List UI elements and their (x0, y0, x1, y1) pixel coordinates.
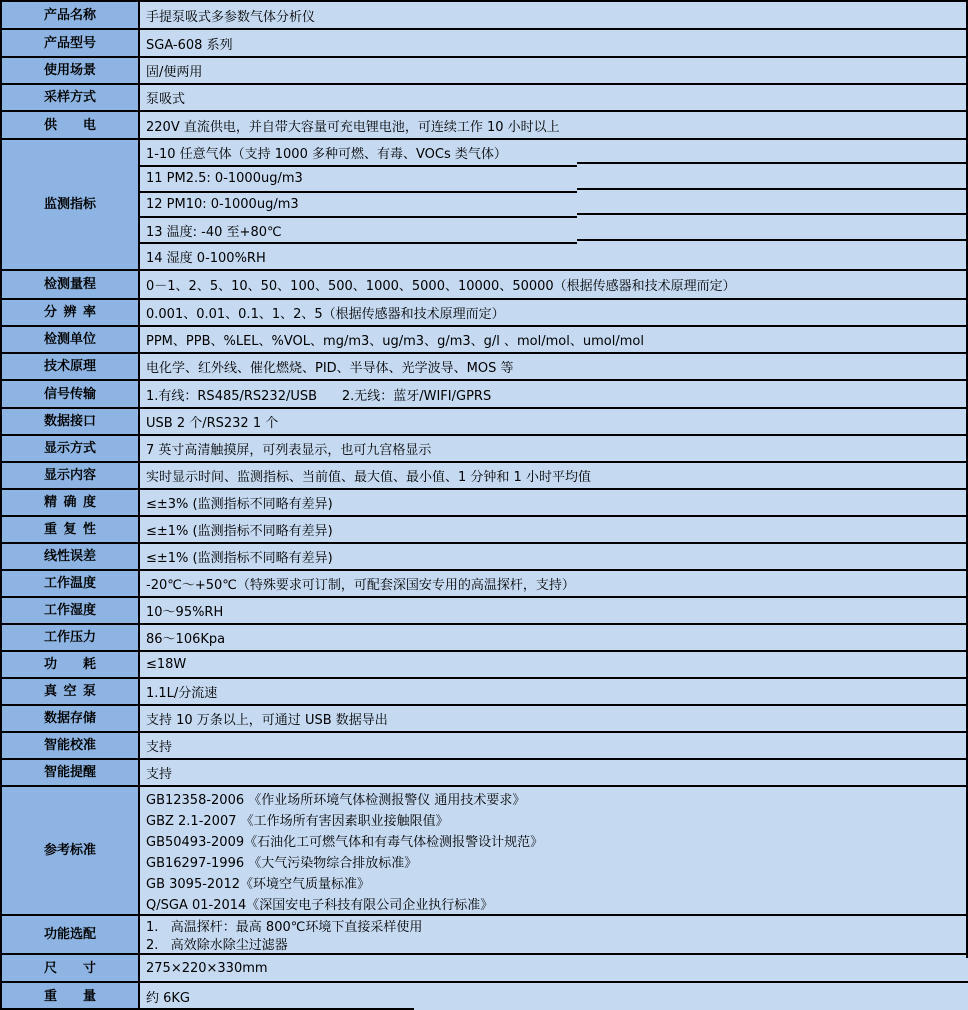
row-label-cell (2, 733, 140, 758)
row-weight (2, 983, 968, 1010)
row-detection-unit (2, 327, 968, 354)
monitor-indicator-line: 14 湿度 0-100%RH (146, 250, 266, 266)
standard-line: GB 3095-2012《环境空气质量标准》 (146, 876, 370, 892)
row-label-cell (2, 983, 140, 1010)
feature-line: 1. 高温探杆：最高 800℃环境下直接采样使用 (146, 920, 423, 935)
row-repeatability (2, 517, 968, 544)
row-value: ≤±1% (监测指标不同略有差异) (140, 517, 968, 542)
row-label-cell (2, 112, 140, 138)
row-label-cell (2, 652, 140, 677)
row-detection-range (2, 271, 968, 300)
row-label: 检测量程 (44, 277, 97, 292)
row-label-cell (2, 571, 140, 596)
row-label: 技术原理 (44, 359, 97, 374)
monitor-indicator-line: 12 PM10: 0-1000ug/m3 (140, 192, 968, 218)
row-label-cell (2, 463, 140, 488)
row-label: 功能选配 (44, 927, 97, 942)
row-label-cell (2, 625, 140, 650)
row-value: ≤±1% (监测指标不同略有差异) (140, 544, 968, 569)
row-data-storage (2, 706, 968, 733)
row-label-cell (2, 271, 140, 298)
row-label: 监测指标 (44, 197, 97, 212)
row-value: PPM、PPB、%LEL、%VOL、mg/m3、ug/m3、g/m3、g/l 、mol/mol、umol/mol (140, 327, 968, 352)
row-label: 产品型号 (44, 35, 97, 51)
row-value: 220V 直流供电，并自带大容量可充电锂电池，可连续工作 10 小时以上 (140, 112, 968, 138)
row-value: 实时显示时间、监测指标、当前值、最大值、最小值、1 分钟和 1 小时平均值 (140, 463, 968, 488)
row-display-content (2, 463, 968, 490)
row-value: 86～106Kpa (140, 625, 968, 650)
row-label-cell (2, 679, 140, 704)
row-label-cell (2, 2, 140, 28)
row-label: 重复性 (44, 522, 96, 537)
row-label: 使用场景 (44, 63, 97, 78)
row-value: ≤18W (140, 652, 968, 677)
row-signal-transmission (2, 381, 968, 409)
row-label: 工作压力 (44, 630, 97, 645)
row-label: 采样方式 (44, 90, 97, 105)
row-label: 信号传输 (44, 386, 97, 402)
row-label-cell (2, 916, 140, 953)
row-label: 分辨率 (44, 305, 96, 320)
standard-line: Q/SGA 01-2014《深国安电子科技有限公司企业执行标准》 (146, 897, 494, 913)
row-value: ≤±3% (监测指标不同略有差异) (140, 490, 968, 515)
row-label-cell (2, 409, 140, 434)
feature-line: 2. 高效除水除尘过滤器 (146, 938, 288, 953)
standard-line: GB50493-2009《石油化工可燃气体和有毒气体检测报警设计规范》 (146, 834, 544, 850)
row-value: 0.001、0.01、0.1、1、2、5（根据传感器和技术原理而定） (140, 300, 968, 325)
standard-line: GB16297-1996 《大气污染物综合排放标准》 (146, 855, 418, 871)
reference-standards-list (140, 787, 968, 914)
row-value: 1.1L/分流速 (140, 679, 968, 704)
row-label-cell (2, 760, 140, 785)
row-value: 10～95%RH (140, 598, 968, 623)
row-value: 手提泵吸式多参数气体分析仪 (140, 2, 968, 28)
row-label: 智能提醒 (44, 765, 97, 780)
row-reference-standards (2, 787, 968, 916)
row-label: 尺寸 (44, 960, 96, 976)
row-power-consumption (2, 652, 968, 679)
row-label: 精确度 (44, 495, 96, 510)
row-label: 显示方式 (44, 441, 97, 456)
row-working-temperature (2, 571, 968, 598)
row-label-cell (2, 58, 140, 83)
row-label: 数据存储 (44, 711, 97, 726)
standard-line: GBZ 2.1-2007 《工作场所有害因素职业接触限值》 (146, 813, 449, 829)
row-value: 支持 (140, 733, 968, 758)
row-working-humidity (2, 598, 968, 625)
row-label: 供电 (44, 117, 96, 133)
row-label-cell (2, 436, 140, 461)
row-product-model (2, 30, 968, 58)
row-label: 智能校准 (44, 738, 97, 753)
row-label: 重量 (44, 989, 96, 1004)
row-accuracy (2, 490, 968, 517)
row-label: 数据接口 (44, 414, 97, 429)
row-vacuum-pump (2, 679, 968, 706)
row-value: 电化学、红外线、催化燃烧、PID、半导体、光学波导、MOS 等 (140, 354, 968, 379)
row-value: 支持 10 万条以上，可通过 USB 数据导出 (140, 706, 968, 731)
row-label: 产品名称 (44, 7, 97, 23)
row-label-cell (2, 381, 140, 407)
row-label: 检测单位 (44, 332, 97, 347)
monitor-indicator-line: 11 PM2.5: 0-1000ug/m3 (140, 166, 968, 192)
row-monitor-indicators (2, 140, 968, 271)
row-linearity-error (2, 544, 968, 571)
monitor-indicator-line: 13 温度: -40 至+80℃ (140, 217, 968, 243)
row-label-cell (2, 517, 140, 542)
row-value: 7 英寸高清触摸屏，可列表显示，也可九宫格显示 (140, 436, 968, 461)
row-dimensions (2, 955, 968, 983)
row-label: 线性误差 (44, 549, 97, 564)
row-label-cell (2, 490, 140, 515)
row-display-mode (2, 436, 968, 463)
row-value: -20℃～+50℃（特殊要求可订制，可配套深国安专用的高温探杆，支持） (140, 571, 968, 596)
row-value: 固/便两用 (140, 58, 968, 83)
row-label-cell (2, 327, 140, 352)
row-label-cell (2, 598, 140, 623)
row-value: USB 2 个/RS232 1 个 (140, 409, 968, 434)
monitor-indicator-list (140, 140, 968, 269)
row-label-cell (2, 140, 140, 269)
row-sampling-method (2, 85, 968, 112)
row-label-cell (2, 787, 140, 914)
row-value: 1.有线：RS485/RS232/USB 2.无线：蓝牙/WIFI/GPRS (140, 381, 968, 407)
row-product-name (2, 2, 968, 30)
row-value: 约 6KG (140, 983, 968, 1010)
row-label-cell (2, 300, 140, 325)
row-label: 工作湿度 (44, 603, 97, 618)
row-power-supply (2, 112, 968, 140)
row-label-cell (2, 544, 140, 569)
row-label: 真空泵 (44, 684, 96, 699)
row-value: 支持 (140, 760, 968, 785)
row-value: SGA-608 系列 (140, 30, 968, 56)
optional-features-list (140, 916, 968, 953)
standard-line: GB12358-2006 《作业场所环境气体检测报警仪 通用技术要求》 (146, 792, 526, 808)
row-smart-calibration (2, 733, 968, 760)
row-value: 泵吸式 (140, 85, 968, 110)
row-label-cell (2, 354, 140, 379)
row-value: 0－1、2、5、10、50、100、500、1000、5000、10000、50000（根据传感器和技术原理而定） (140, 271, 968, 298)
row-optional-features (2, 916, 968, 955)
row-label-cell (2, 955, 140, 981)
row-label: 显示内容 (44, 468, 97, 483)
row-resolution (2, 300, 968, 327)
row-label-cell (2, 85, 140, 110)
row-label: 功耗 (44, 657, 96, 672)
row-label-cell (2, 30, 140, 56)
monitor-indicator-line: 1-10 任意气体（支持 1000 多种可燃、有毒、VOCs 类气体） (140, 140, 968, 166)
row-label-cell (2, 706, 140, 731)
row-smart-reminder (2, 760, 968, 787)
row-label: 工作温度 (44, 576, 97, 591)
row-label: 参考标准 (44, 843, 97, 858)
row-technical-principle (2, 354, 968, 381)
row-working-pressure (2, 625, 968, 652)
row-usage-scene (2, 58, 968, 85)
row-data-interface (2, 409, 968, 436)
row-value: 275×220×330mm (140, 955, 968, 981)
